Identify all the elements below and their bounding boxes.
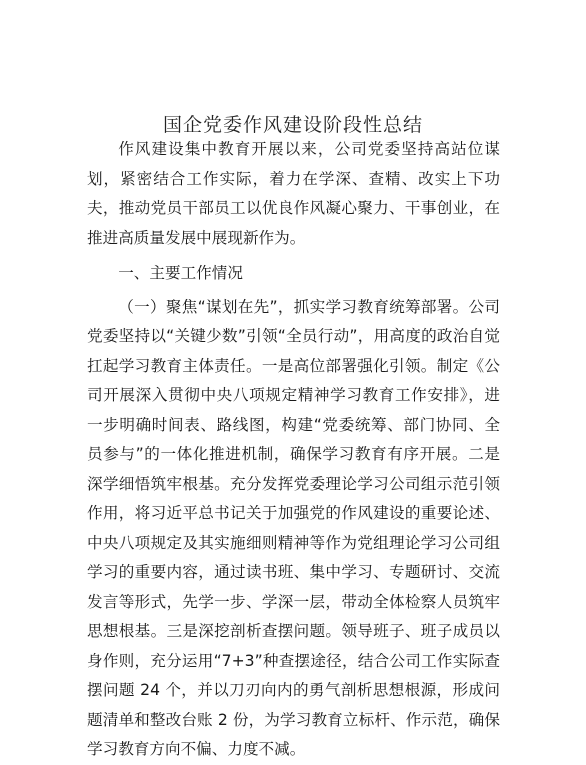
document-title: 国企党委作风建设阶段性总结 <box>162 113 423 136</box>
document-body <box>87 135 500 765</box>
intro-paragraph: 作风建设集中教育开展以来，公司党委坚持高站位谋划，紧密结合工作实际，着力在学深、查精、改实上下功夫，推动党员干部员工以优良作风凝心聚力、干事创业，在推进高质量发展中展现新作为。 <box>87 140 500 247</box>
section-paragraph: （一）聚焦“谋划在先”，抓实学习教育统筹部署。公司党委坚持以“关键少数”引领“全员行动”，用高度的政治自觉扛起学习教育主体责任。一是高位部署强化引领。制定《公司开展深入贯彻中央八项规定精神学习教育工作安排》，进一步明确时间表、路线图，构建“党委统筹、部门协同、全员参与”的一体化推进机制，确保学习教育有序开展。二是深学细悟筑牢根基。充分发挥党委理论学习公司组示范引领作用，将习近平总书记关于加强党的作风建设的重要论述、中央八项规定及其实施细则精神等作为党组理论学习公司组学习的重要内容，通过读书班、集中学习、专题研讨、交流发言等形式，先学一步、学深一层，带动全体检察人员筑牢思想根基。三是深挖剖析查摆问题。领导班子、班子成员以身作则，充分运用“7+3”种查摆途径，结合公司工作实际查摆问题 24 个，并以刀刃向内的勇气剖析思想根源，形成问题清单和整改台账 2 份，为学习教育立标杆、作示范，确保学习教育方向不偏、力度不减。 <box>87 297 500 758</box>
section-heading: 一、主要工作情况 <box>118 264 243 282</box>
